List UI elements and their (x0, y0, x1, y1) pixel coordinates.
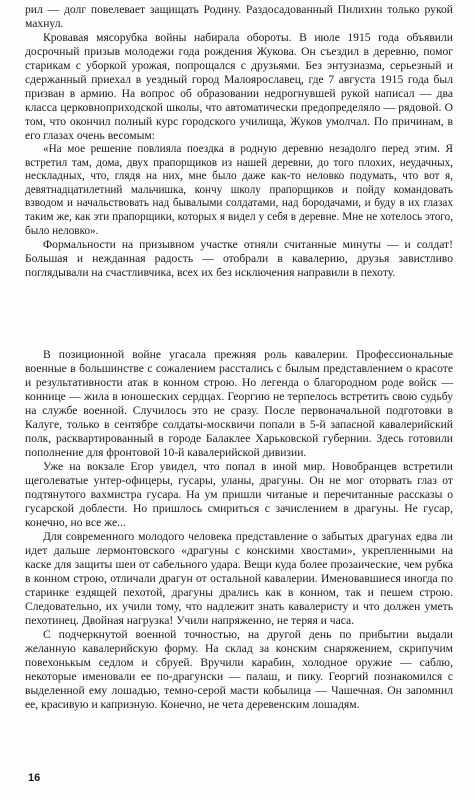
paragraph: «На мое решение повлияла поездка в родную деревню незадолго перед этим. Я встретил там, дома, двух прапорщиков из нашей деревни, до того плохих, неудачных, нескладных, что, глядя на них, мне было даже как-то неловко подумать, что вот я, девятнадцатилетний мальчишка, кончу школу прапорщиков и пойду командовать взводом и начальствовать над бывалыми солдатами, над бородачами, и буду в их глазах таким же, как эти прапорщики, которых я видел у себя в деревне. Мне не хотелось этого, было неловко». (25, 143, 453, 237)
paragraph: Формальности на призывном участке отняли считанные минуты — и солдат! Большая и нежданная радость — отобрали в кавалерию, друзья завистливо поглядывали на счастливчика, всех их без исключения направили в пехоту. (25, 238, 453, 280)
paragraph: Для современного молодого человека представление о забытых драгунах едва ли идет дальше лермонтовского «драгуны с конскими хвостами», укрепленными на каске для защиты шеи от сабельного удара. Вещи куда более прозаические, чем рубка в конном строю, отличали драгун от остальной кавалерии. Именовавшиеся иногда по старинке ездящей пехотой, драгуны дрались как в конном, так и пешем строю. Следовательно, их учили тому, что надлежит знать кавалеристу и что должен уметь пехотинец. Двойная нагрузка! Учили напряженно, не теряя и часа. (25, 530, 453, 627)
paragraph: Кровавая мясорубка войны набирала обороты. В июле 1915 года объявили досрочный призыв молодежи года рождения Жукова. Он съездил в деревню, помог старикам с уборкой урожая, попрощался с друзьями. Без энтузиазма, серьезный и сдержанный приехал в уездный город Малоярославец, где 7 августа 1915 года был призван в армию. На вопрос об образовании недрогнувшей рукой написал — два класса церковноприходской школы, что автоматически предопределяло — рядовой. О том, что окончил полный курс городского училища, Жуков умолчал. По причинам, в его глазах очень весомым: (25, 31, 453, 142)
paragraph: рил — долг повелевает защищать Родину. Раздосадованный Пилихин только рукой махнул. (25, 3, 453, 30)
paragraph: В позиционной войне угасала прежняя роль кавалерии. Профессиональные военные в большинстве с сожалением расстались с былым представлением о красоте и результативности атак в конном строю. Но легенда о благородном роде войск — коннице — жила в юношеских сердцах. Георгию не терпелось встретить свою судьбу на службе военной. Случилось это не сразу. После первоначальной подготовки в Калуге, только в сентябре солдаты-москвичи попали в 5-й запасной кавалерийский полк, расквартированный в городе Балаклее Харьковской губернии. Здесь готовили пополнение для фронтовой 10-й кавалерийской дивизии. (25, 348, 453, 459)
paragraph: С подчеркнутой военной точностью, на другой день по прибытии выдали желанную кавалерийскую форму. На склад за конским снаряжением, скрипучим повехонькым седлом и сбруей. Вручили карабин, холодное оружие — саблю, некоторые именовали ее по-драгунски — палаш, и пику. Георгий познакомился с выделенной ему лошадью, темно-серой масти кобылица — Чашечная. Он запомнил ее, красивую и капризную. Конечно, не чета деревенским лошадям. (25, 628, 453, 711)
text-block-lower (25, 348, 453, 712)
text-block-upper (25, 3, 453, 280)
paragraph: Уже на вокзале Егор увидел, что попал в иной мир. Новобранцев встретили щеголеватые унтер-офицеры, гусары, уланы, драгуны. Он не мог оторвать глаз от подтянутого вахмистра гусара. На ум пришли читаные и перечитанные рассказы о гусарской доблести. Но пришлось смириться с зачислением в драгуны. Не гусар, конечно, но все же... (25, 460, 453, 529)
page-number: 16 (28, 772, 41, 784)
